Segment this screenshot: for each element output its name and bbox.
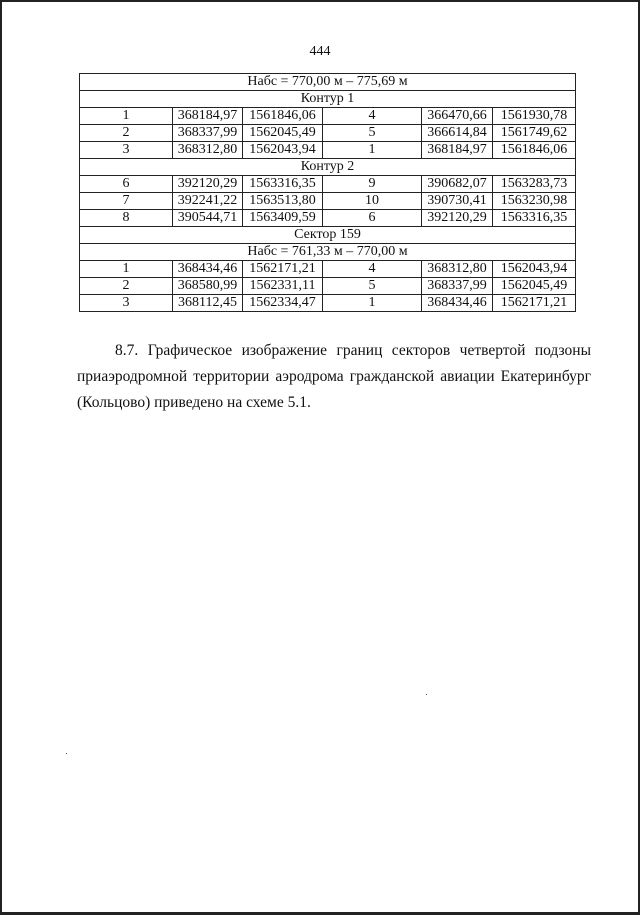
coord-x: 368184,97 [422,142,493,159]
coord-y: 1562171,21 [243,261,323,278]
point-number: 4 [323,108,422,125]
table-row [80,125,576,142]
coordinates-table [79,73,576,312]
coord-y: 1562043,94 [493,261,576,278]
coord-x: 368337,99 [422,278,493,295]
table-row [80,278,576,295]
contour-title-row [80,91,576,108]
table-row [80,261,576,278]
coord-x: 392241,22 [173,193,243,210]
coord-y: 1563316,35 [243,176,323,193]
contour-title: Контур 2 [80,159,576,176]
contour-title-row [80,159,576,176]
coord-y: 1562043,94 [243,142,323,159]
coord-y: 1562334,47 [243,295,323,312]
coord-y: 1563283,73 [493,176,576,193]
point-number: 7 [80,193,173,210]
coord-x: 366470,66 [422,108,493,125]
point-number: 5 [323,125,422,142]
contour-title: Контур 1 [80,91,576,108]
scan-speck [66,753,67,754]
coord-x: 390544,71 [173,210,243,227]
coord-y: 1561846,06 [243,108,323,125]
point-number: 2 [80,125,173,142]
coord-y: 1563409,59 [243,210,323,227]
table-header-row [80,244,576,261]
table-row [80,142,576,159]
point-number: 6 [323,210,422,227]
point-number: 3 [80,142,173,159]
coord-y: 1563316,35 [493,210,576,227]
table-row [80,108,576,125]
table-row [80,210,576,227]
table-row [80,295,576,312]
point-number: 1 [323,142,422,159]
coord-x: 368337,99 [173,125,243,142]
coord-y: 1562045,49 [243,125,323,142]
table-row [80,176,576,193]
coord-y: 1562171,21 [493,295,576,312]
coord-x: 368580,99 [173,278,243,295]
altitude-range-header: Набс = 761,33 м – 770,00 м [80,244,576,261]
point-number: 3 [80,295,173,312]
point-number: 6 [80,176,173,193]
sector-title-row [80,227,576,244]
table-header-row [80,74,576,91]
paragraph-line: (Кольцово) приведено на схеме 5.1. [77,394,311,411]
point-number: 5 [323,278,422,295]
point-number: 9 [323,176,422,193]
coord-y: 1561749,62 [493,125,576,142]
point-number: 1 [80,108,173,125]
point-number: 4 [323,261,422,278]
coord-x: 368312,80 [422,261,493,278]
paragraph-line: приаэродромной территории аэродрома гражданской авиации Екатеринбург [77,368,591,385]
coord-y: 1561846,06 [493,142,576,159]
coord-y: 1563513,80 [243,193,323,210]
coord-y: 1563230,98 [493,193,576,210]
altitude-range-header: Набс = 770,00 м – 775,69 м [80,74,576,91]
coord-x: 368434,46 [422,295,493,312]
page-number: 444 [309,44,331,59]
paragraph-line: 8.7. Графическое изображение границ секторов четвертой подзоны [115,342,591,359]
table-row [80,193,576,210]
point-number: 1 [80,261,173,278]
point-number: 8 [80,210,173,227]
coord-y: 1561930,78 [493,108,576,125]
scan-speck [426,694,427,695]
coord-x: 392120,29 [422,210,493,227]
coord-y: 1562045,49 [493,278,576,295]
coord-y: 1562331,11 [243,278,323,295]
point-number: 10 [323,193,422,210]
coord-x: 368112,45 [173,295,243,312]
sector-title: Сектор 159 [80,227,576,244]
coord-x: 368184,97 [173,108,243,125]
coord-x: 392120,29 [173,176,243,193]
coord-x: 366614,84 [422,125,493,142]
paragraph-8-7 [77,338,591,416]
coord-x: 368434,46 [173,261,243,278]
coord-x: 390730,41 [422,193,493,210]
coord-x: 390682,07 [422,176,493,193]
coord-x: 368312,80 [173,142,243,159]
point-number: 2 [80,278,173,295]
point-number: 1 [323,295,422,312]
